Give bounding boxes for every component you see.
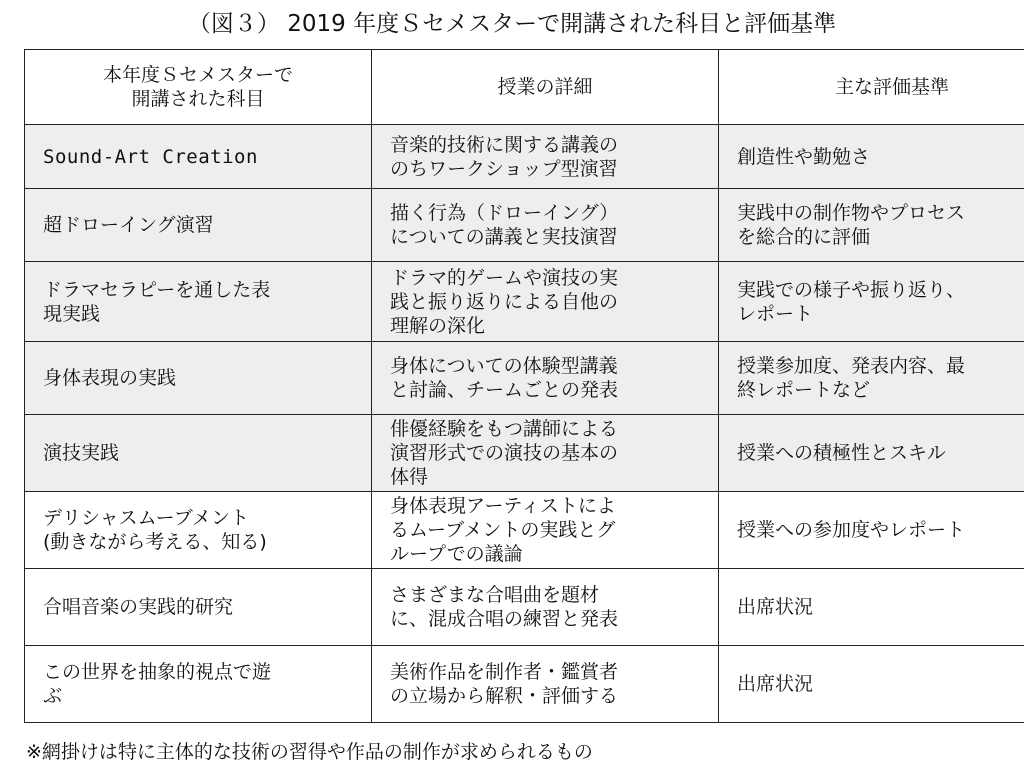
table-row bbox=[25, 492, 1024, 569]
subject-cell bbox=[25, 646, 372, 723]
subject-line: (動きながら考える、知る) bbox=[43, 531, 267, 553]
header-criteria bbox=[719, 50, 1024, 125]
criteria-cell bbox=[719, 646, 1024, 723]
table-row bbox=[25, 189, 1024, 262]
header-criteria-label: 主な評価基準 bbox=[834, 76, 949, 98]
header-details-label: 授業の詳細 bbox=[497, 76, 593, 98]
table-header-row bbox=[25, 50, 1024, 125]
criteria-line: 出席状況 bbox=[737, 673, 814, 695]
details-cell bbox=[372, 492, 719, 569]
criteria-line: 授業参加度、発表内容、最 bbox=[737, 355, 966, 377]
subject-line: 身体表現の実践 bbox=[43, 367, 177, 389]
table-row bbox=[25, 262, 1024, 342]
subject-line: ドラマセラピーを通した表 bbox=[43, 278, 271, 301]
details-cell bbox=[372, 569, 719, 646]
header-details bbox=[372, 50, 719, 125]
header-subject-line: 開講された科目 bbox=[131, 88, 265, 110]
details-line: の立場から解釈・評価する bbox=[390, 685, 619, 707]
criteria-line: 授業への参加度やレポート bbox=[737, 519, 966, 541]
details-line: に、混成合唱の練習と発表 bbox=[390, 608, 619, 630]
subject-cell bbox=[25, 415, 372, 492]
criteria-line: 実践中の制作物やプロセス bbox=[737, 202, 966, 224]
criteria-cell bbox=[719, 415, 1024, 492]
criteria-cell bbox=[719, 262, 1024, 342]
details-line: 描く行為（ドローイング） bbox=[390, 202, 619, 224]
criteria-line: 出席状況 bbox=[737, 596, 814, 618]
subject-line: 合唱音楽の実践的研究 bbox=[43, 596, 234, 618]
details-line: ループでの議論 bbox=[390, 543, 523, 565]
details-line: のちワークショップ型演習 bbox=[390, 157, 618, 180]
footnote: ※網掛けは特に主体的な技術の習得や作品の制作が求められるもの bbox=[26, 741, 593, 763]
criteria-line: 終レポートなど bbox=[737, 379, 871, 401]
subject-line: Sound-Art Creation bbox=[43, 145, 258, 168]
details-line: 俳優経験をもつ講師による bbox=[390, 418, 619, 440]
details-line: さまざまな合唱曲を題材 bbox=[390, 584, 600, 606]
details-line: 理解の深化 bbox=[390, 314, 486, 337]
details-line: るムーブメントの実践とグ bbox=[390, 519, 616, 541]
details-line: 身体についての体験型講義 bbox=[390, 355, 618, 377]
table-row bbox=[25, 415, 1024, 492]
details-line: 践と振り返りによる自他の bbox=[390, 290, 619, 313]
criteria-line: 実践での様子や振り返り、 bbox=[737, 278, 966, 301]
details-cell bbox=[372, 262, 719, 342]
details-cell bbox=[372, 342, 719, 415]
subject-cell bbox=[25, 189, 372, 262]
subject-line: ぶ bbox=[43, 685, 63, 707]
figure-title: （図３） 2019 年度Ｓセメスターで開講された科目と評価基準 bbox=[187, 11, 837, 37]
table-row bbox=[25, 646, 1024, 723]
details-line: 身体表現アーティストによ bbox=[390, 495, 616, 517]
criteria-line: レポート bbox=[737, 302, 814, 325]
header-subject-line: 本年度Ｓセメスターで bbox=[102, 64, 293, 86]
criteria-cell bbox=[719, 492, 1024, 569]
table-row bbox=[25, 342, 1024, 415]
subject-cell bbox=[25, 262, 372, 342]
subject-line: 現実践 bbox=[43, 302, 101, 325]
criteria-cell bbox=[719, 189, 1024, 262]
details-line: 美術作品を制作者・鑑賞者 bbox=[390, 661, 619, 683]
criteria-line: 授業への積極性とスキル bbox=[737, 442, 946, 464]
table-row bbox=[25, 569, 1024, 646]
details-cell bbox=[372, 189, 719, 262]
criteria-cell bbox=[719, 342, 1024, 415]
subject-line: デリシャスムーブメント bbox=[43, 507, 249, 529]
criteria-cell bbox=[719, 125, 1024, 189]
details-cell bbox=[372, 125, 719, 189]
table-row bbox=[25, 125, 1024, 189]
subject-line: 超ドローイング演習 bbox=[43, 214, 214, 236]
details-line: 演習形式での演技の基本の bbox=[390, 442, 619, 464]
subject-cell bbox=[25, 342, 372, 415]
subject-line: 演技実践 bbox=[43, 442, 120, 464]
details-cell bbox=[372, 646, 719, 723]
details-cell bbox=[372, 415, 719, 492]
criteria-line: 創造性や勤勉さ bbox=[737, 145, 871, 168]
details-line: ドラマ的ゲームや演技の実 bbox=[390, 266, 619, 289]
details-line: 体得 bbox=[390, 466, 429, 488]
header-subject bbox=[25, 50, 372, 125]
subject-cell bbox=[25, 569, 372, 646]
subject-line: この世界を抽象的視点で遊 bbox=[43, 661, 272, 683]
subject-cell bbox=[25, 125, 372, 189]
details-line: 音楽的技術に関する講義の bbox=[390, 133, 619, 156]
subject-cell bbox=[25, 492, 372, 569]
course-table bbox=[24, 49, 1024, 723]
details-line: についての講義と実技演習 bbox=[390, 226, 618, 248]
criteria-cell bbox=[719, 569, 1024, 646]
details-line: と討論、チームごとの発表 bbox=[390, 379, 619, 401]
criteria-line: を総合的に評価 bbox=[737, 226, 871, 248]
